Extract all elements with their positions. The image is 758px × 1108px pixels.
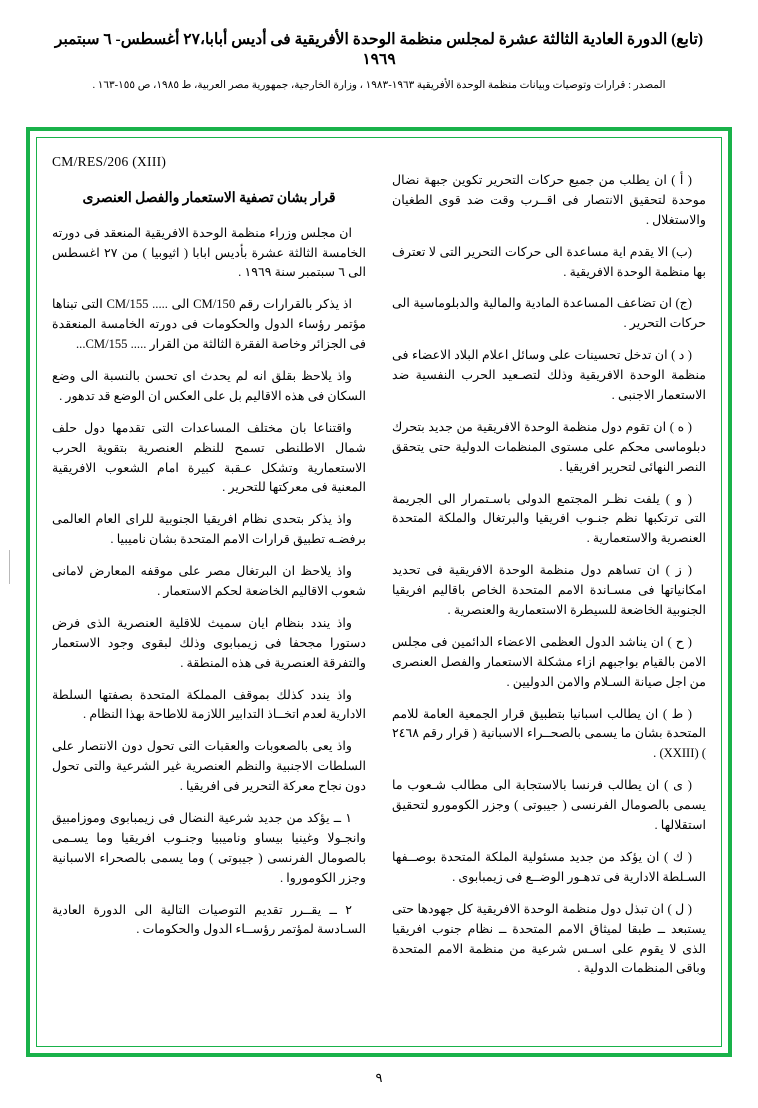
paragraph: واقتناعا بان مختلف المساعدات التى تقدمها دول حلف شمال الاطلنطى تسمح للنظم العنصرية بتقوية الحرب الاستعمارية وتشكل عـقبة كبيرة امام الشعوب الافريقية المعنية فى معركتها للتحرير . bbox=[52, 420, 366, 495]
paragraph: ( ز ) ان تساهم دول منظمة الوحدة الافريقية فى تحديد امكانياتها فى مسـاندة الامم المتحدة الخاص باقاليم افريقيا الجنوبية الخاضعة للسيطرة الاستعمارية والعنصرية . bbox=[392, 563, 706, 618]
paragraph: واذ يندد بنظام ايان سميث للاقلية العنصرية الذى فرض دستورا مجحفا فى زيمبابوى وذلك لبقوى وجود الاستعمار والتفرقة العنصرية فى هذه المنطقة . bbox=[52, 615, 366, 670]
paragraph: ان مجلس وزراء منظمة الوحدة الافريقية المنعقد فى دورته الخامسة الثالثة عشرة بأديس ابابا ( اثيوبيا ) من ٢٧ اغسطس الى ٦ سبتمبر سنة ١٩٦٩ . bbox=[52, 225, 366, 280]
page-edge-mark bbox=[3, 550, 10, 584]
page-number: ٩ bbox=[375, 1070, 383, 1085]
resolution-title: قرار بشان تصفية الاستعمار والفصل العنصرى bbox=[82, 190, 336, 206]
resolution-code: CM/RES/206 (XIII) bbox=[52, 154, 167, 169]
paragraph: ( أ ) ان يطلب من جميع حركات التحرير تكوين جبهة نضال موحدة لتحقيق الانتصار فى اقــرب وقت ضد قوى الطغيان والاستغلال . bbox=[392, 173, 706, 227]
paragraph: ٢ ــ يقــرر تقديم التوصيات التالية الى الدورة العادية السـادسة لمؤتمر رؤســاء الدول والحكومات . bbox=[52, 902, 366, 937]
paragraph: ( ل ) ان تبذل دول منظمة الوحدة الافريقية كل جهودها حتى يستبعد ــ طبقا لميثاق الامم المتحدة ــ نظام جنوب افريقيا الذى لا يقوم على اسـس شرعية من منظمة الامم المتحدة وباقى المنظمات الدولية . bbox=[392, 901, 706, 976]
paragraph: ( ى ) ان يطالب فرنسا بالاستجابة الى مطالب شـعوب ما يسمى بالصومال الفرنسى ( جيبوتى ) وجزر الكومورو لتحقيق استقلالها . bbox=[392, 778, 706, 833]
paragraph: واذ يذكر بتحدى نظام افريقيا الجنوبية للراى العام العالمى برفضـه تطبيق قرارات الامم المتحدة بشان ناميبيا . bbox=[52, 512, 366, 547]
paragraph: ( و ) يلفت نظـر المجتمع الدولى باسـتمرار الى الجريمة التى ترتكبها نظم جنـوب افريقيا والبرتغال والملكة المتحدة العنصرية والاستعمارية . bbox=[392, 491, 706, 546]
paragraph: ( ه ) ان تقوم دول منظمة الوحدة الافريقية من جديد بتحرك دبلوماسى محكم على مستوى المنظمات الدولية حتى يتحقق النصر النهائى لتحرير افريقيا . bbox=[392, 419, 706, 474]
column-left bbox=[52, 151, 366, 1039]
page-header-title: (تابع) الدورة العادية الثالثة عشرة لمجلس منظمة الوحدة الأفريقية فى أديس أبابا،٢٧ أغسطس- ٦ سبتمبر ١٩٦٩ bbox=[54, 31, 704, 69]
document-page bbox=[0, 30, 758, 1108]
paragraph: اذ يذكر بالقرارات رقم CM/150 الى ..... CM/155 التى تبناها مؤتمر رؤساء الدول والحكومات فى دورته الخامسة المنعقدة فى الجزائر وخاصة الفقرة الثالثة من القرار ..... CM/155... bbox=[52, 297, 366, 352]
paragraph: ( ط ) ان يطالب اسبانيا بتطبيق قرار الجمعية العامة للامم المتحدة بشان ما يسمى بالصحــراء الاسبانية ( قرار رقم ٢٤٦٨ ) (XXIII) . bbox=[392, 706, 706, 761]
paragraph: (ب) الا يقدم اية مساعدة الى حركات التحرير التى لا تعترف بها منظمة الوحدة الافريقية . bbox=[392, 244, 706, 279]
column-right bbox=[392, 151, 706, 1039]
paragraph: (ج) ان تضاعف المساعدة المادية والمالية والدبلوماسية الى حركات التحرير . bbox=[392, 296, 706, 331]
paragraph: واذ يعى بالصعوبات والعقبات التى تحول دون الانتصار على السلطات الاجنبية والنظم العنصرية غير الشرعية والتى تحول دون نجاح معركة التحرير فى افريقيا . bbox=[52, 739, 366, 794]
paragraph: واذ يلاحظ بقلق انه لم يحدث اى تحسن بالنسبة الى وضع السكان فى هذه الاقاليم بل على العكس ان الوضع قد تدهور . bbox=[52, 368, 366, 403]
paragraph: واذ يندد كذلك بموقف المملكة المتحدة بصفتها السلطة الادارية لعدم اتخــاذ التدابير اللازمة للاطاحة بهذا النظام . bbox=[52, 687, 366, 722]
text-columns bbox=[52, 151, 706, 1039]
paragraph: واذ يلاحظ ان البرتغال مصر على موقفه المعارض لامانى شعوب الاقاليم الخاضعة لحكم الاستعمار . bbox=[52, 564, 366, 598]
green-border-frame bbox=[26, 127, 732, 1057]
page-header-source: المصدر : قرارات وتوصيات وبيانات منظمة الوحدة الأفريقية ١٩٦٣-١٩٨٣ ، وزارة الخارجية، جمهورية مصر العربية، ط ١٩٨٥، ص ١٥٥-١٦٣ . bbox=[92, 80, 666, 92]
paragraph: ( ح ) ان يناشد الدول العظمى الاعضاء الدائمين فى مجلس الامن بالقيام بواجبهم ازاء مشكلة الاستعمار والفصل العنصرى من اجل صيانة السـلام والامن الدوليين . bbox=[392, 634, 706, 689]
paragraph: ١ ــ يؤكد من جديد شرعية النضال فى زيمبابوى وموزامبيق وانجـولا وغينيا بيساو وناميبيا وجنـوب افريقيا وما يسـمى بالصومال الفرنسى ( جيبوتى ) وما يسمى بالصحراء الاسبانية وجزر الكوموروا . bbox=[52, 811, 366, 885]
paragraph: ( د ) ان تدخل تحسينات على وسائل اعلام البلاد الاعضاء فى منظمة الوحدة الافريقية وذلك لتصـعيد الحرب النفسية ضد الاستعمار الاجنبى . bbox=[392, 348, 706, 403]
paragraph: ( ك ) ان يؤكد من جديد مسئولية الملكة المتحدة بوصــفها السـلطة الادارية فى تدهـور الوضــع فى زيمبابوى . bbox=[392, 849, 706, 884]
